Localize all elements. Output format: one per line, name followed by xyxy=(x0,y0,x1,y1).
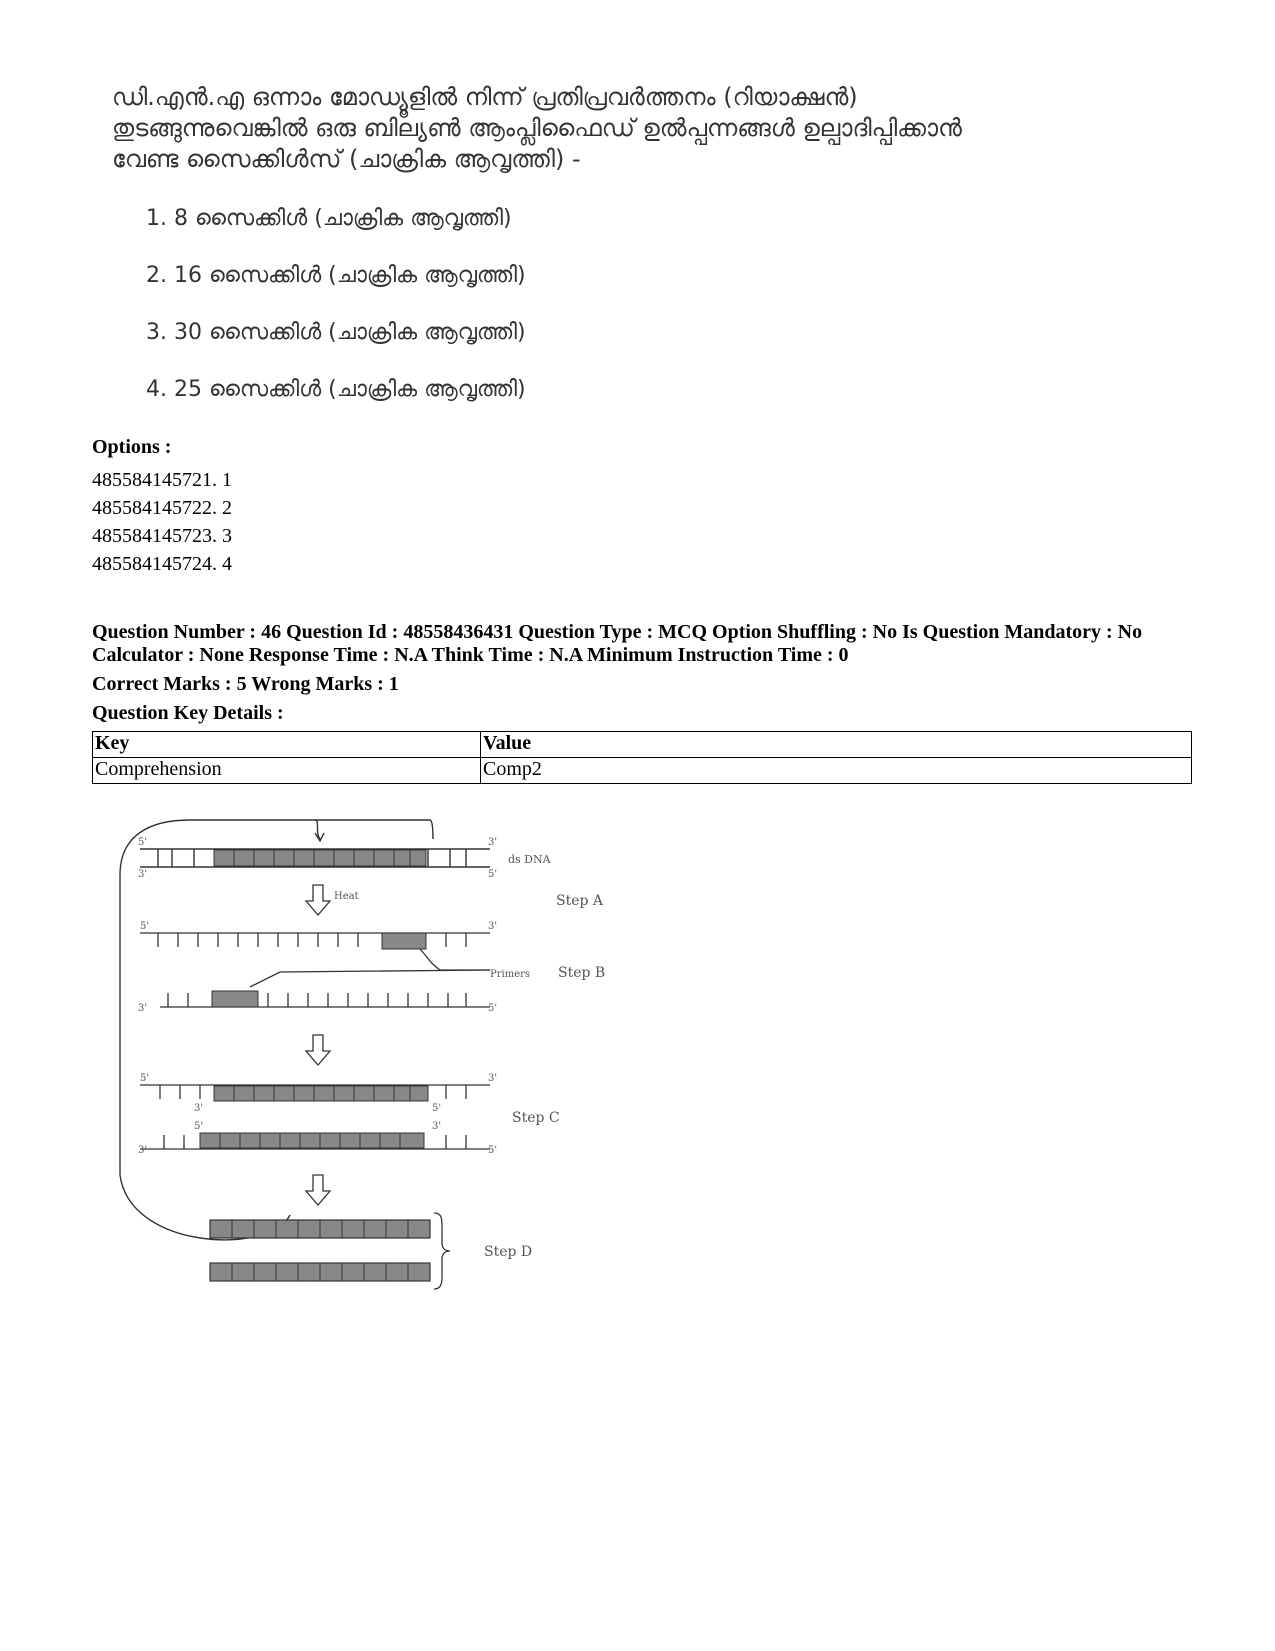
down-arrow-icon xyxy=(306,1175,330,1205)
question-text xyxy=(112,82,1152,175)
question-line: വേണ്ട സൈക്കിൾസ് (ചാക്രിക ആവൃത്തി) - xyxy=(112,145,581,173)
table-header-key: Key xyxy=(93,732,481,758)
question-meta: Question Number : 46 Question Id : 48558436431 Question Type : MCQ Option Shuffling : No Is Question Mandatory : No Calculator : None Response Time : N.A Think Time : N.A Minimum Instruction Time : 0 xyxy=(92,621,1143,666)
options-list xyxy=(92,466,232,578)
brace-icon xyxy=(434,1213,450,1289)
five-prime-label: 5' xyxy=(194,1121,204,1132)
table-header-row xyxy=(93,732,1192,758)
three-prime-label: 3' xyxy=(432,1121,442,1132)
choice-4: 4. 25 സൈക്കിൾ (ചാക്രിക ആവൃത്തി) xyxy=(146,377,526,402)
question-line: തുടങ്ങുന്നുവെങ്കിൽ ഒരു ബില്യൺ ആംപ്ലിഫൈഡ് ഉൽപ്പന്നങ്ങൾ ഉല്പാദിപ്പിക്കാൻ xyxy=(112,114,962,142)
five-prime-label: 5' xyxy=(488,1145,498,1156)
three-prime-label: 3' xyxy=(488,1073,498,1084)
key-value-table xyxy=(92,731,1192,784)
copied-strand-top xyxy=(214,1086,428,1101)
five-prime-label: 5' xyxy=(140,1073,150,1084)
option-item: 485584145721. 1 xyxy=(92,469,232,491)
three-prime-label: 3' xyxy=(138,869,148,880)
option-item: 485584145723. 3 xyxy=(92,525,232,547)
step-c-label: Step C xyxy=(512,1110,560,1126)
primers-label: Primers xyxy=(490,969,531,980)
five-prime-label: 5' xyxy=(432,1103,442,1114)
marks-line: Correct Marks : 5 Wrong Marks : 1 xyxy=(92,673,399,695)
step-d-label: Step D xyxy=(484,1244,533,1260)
copied-strand-bottom xyxy=(200,1133,424,1148)
choice-2: 2. 16 സൈക്കിൾ (ചാക്രിക ആവൃത്തി) xyxy=(146,263,526,288)
primer-top xyxy=(382,933,426,949)
five-prime-label: 5' xyxy=(488,1003,498,1014)
table-cell-key: Comprehension xyxy=(93,758,481,784)
pcr-diagram xyxy=(110,815,630,1305)
down-arrow-icon xyxy=(306,885,330,915)
three-prime-label: 3' xyxy=(488,921,498,932)
three-prime-label: 3' xyxy=(138,1145,148,1156)
option-item: 485584145724. 4 xyxy=(92,553,232,575)
cycle-loop xyxy=(120,820,320,1240)
table-cell-value: Comp2 xyxy=(481,758,1192,784)
question-line: ഡി.എൻ.എ ഒന്നാം മോഡ്യൂളിൽ നിന്ന് പ്രതിപ്രവർത്തനം (റിയാക്ഷൻ) xyxy=(112,83,858,111)
five-prime-label: 5' xyxy=(488,869,498,880)
choice-1: 1. 8 സൈക്കിൾ (ചാക്രിക ആവൃത്തി) xyxy=(146,206,512,231)
down-arrow-icon xyxy=(306,1035,330,1065)
five-prime-label: 5' xyxy=(140,921,150,932)
three-prime-label: 3' xyxy=(488,837,498,848)
three-prime-label: 3' xyxy=(194,1103,204,1114)
step-a-label: Step A xyxy=(556,893,604,909)
options-title: Options : xyxy=(92,436,172,458)
table-row xyxy=(93,758,1192,784)
key-details-title: Question Key Details : xyxy=(92,702,284,724)
step-b-label: Step B xyxy=(558,965,606,981)
table-header-value: Value xyxy=(481,732,1192,758)
ds-dna-label: ds DNA xyxy=(508,853,551,866)
primer-bottom xyxy=(212,991,258,1007)
option-item: 485584145722. 2 xyxy=(92,497,232,519)
three-prime-label: 3' xyxy=(138,1003,148,1014)
five-prime-label: 5' xyxy=(138,837,148,848)
question-choices xyxy=(146,204,526,432)
heat-label: Heat xyxy=(334,891,359,902)
choice-3: 3. 30 സൈക്കിൾ (ചാക്രിക ആവൃത്തി) xyxy=(146,320,526,345)
